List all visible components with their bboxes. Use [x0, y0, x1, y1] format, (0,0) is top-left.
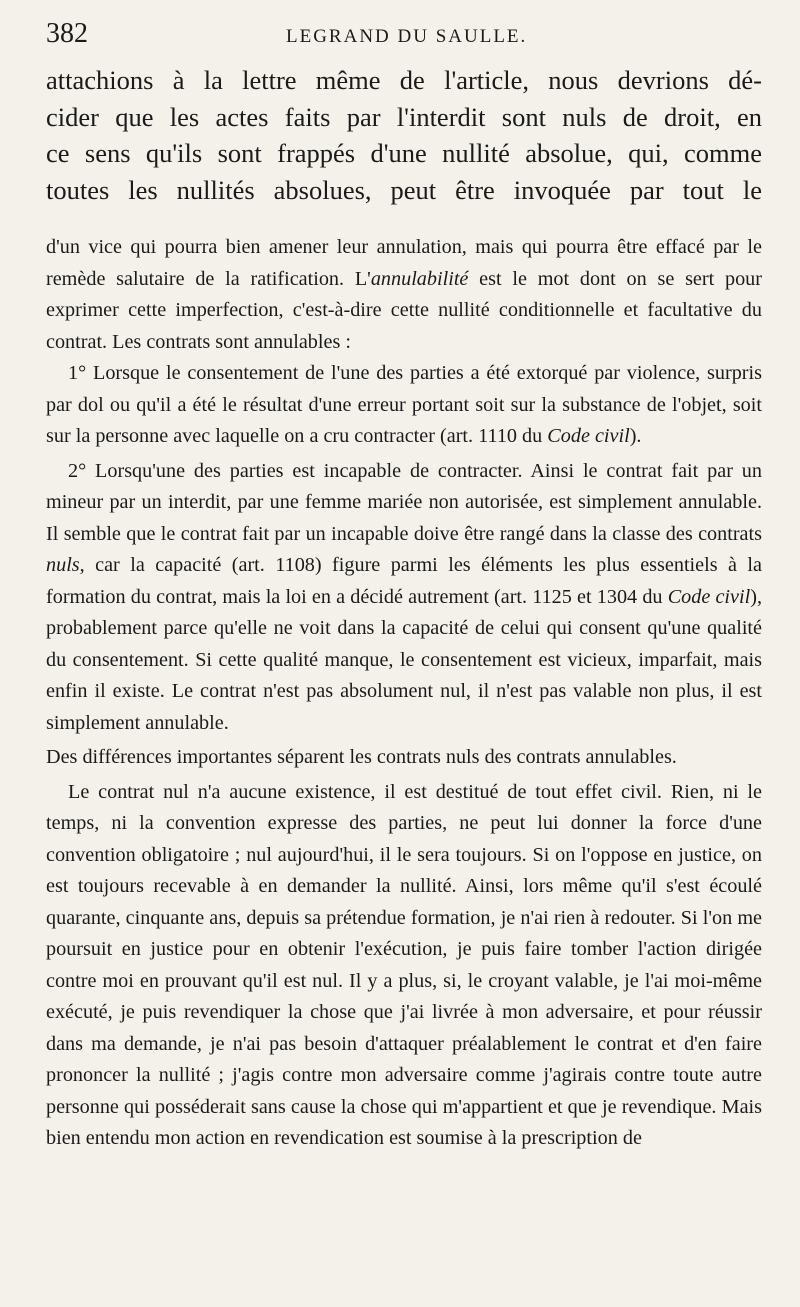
- body-text: [46, 232, 762, 1155]
- paragraph-contrat-nul: Le contrat nul n'a aucune existence, il est destitué de tout effet civil. Rien, ni le temps, ni la convention expresse des parties, ne peut lui donner la force d'une convention obligatoire ; nul aujourd'hui, il le sera toujours. Si on l'oppose en justice, on est toujours recevable à en demander la nullité. Ainsi, lors même qu'il s'est écoulé quarante, cinquante ans, depuis sa prétendue formation, je n'ai rien à redouter. Si l'on me poursuit en justice pour en obtenir l'exécution, je puis faire tomber l'action dirigée contre moi en prouvant qu'il est nul. Il y a plus, si, le croyant valable, je l'ai moi-même exécuté, je puis revendiquer la chose que j'ai livrée à mon adversaire, et pour réussir dans ma demande, je n'ai pas besoin d'attaquer préalablement le contrat et d'en faire prononcer la nullité ; j'agis contre mon adversaire comme j'agirais contre toute autre personne qui posséderait sans cause la chose qui m'appartient et que je revendique. Mais bien entendu mon action en revendication est soumise à la prescription de: [46, 780, 762, 1149]
- paragraph-annulabilite: [46, 232, 762, 358]
- italic-term: nuls: [46, 554, 80, 576]
- paragraph-differences: Des différences importantes séparent les contrats nuls des contrats annulables.: [46, 746, 677, 768]
- large-line: ce sens qu'ils sont frappés d'une nullité absolue, qui, comme: [46, 138, 762, 168]
- text-run: d'un vice qui pourra bien amener leur annulation, mais qui pourra être effacé par le remède salutaire de la ratification. L': [46, 236, 762, 290]
- text-run: , car la capacité (art. 1108) figure parmi les éléments les plus essentiels à la formation du contrat, mais la loi en a décidé autrement (art. 1125 et 1304 du: [46, 554, 762, 608]
- text-run: 1° Lorsque le consentement de l'une des parties a été extorqué par violence, surpris par dol ou qu'il a été le résultat d'une erreur portant soit sur la substance de l'objet, soit sur la personne avec laquelle on a cru contracter (art. 1110 du: [46, 362, 762, 447]
- large-line: attachions à la lettre même de l'article, nous devrions dé-: [46, 65, 762, 95]
- large-line: cider que les actes faits par l'interdit sont nuls de droit, en: [46, 101, 762, 132]
- page-number: 382: [46, 18, 88, 49]
- text-run: ).: [629, 425, 642, 447]
- text-run: ), probablement parce qu'elle ne voit dans la capacité de celui qui consent qu'une qualité du consentement. Si cette qualité manque, le consentement est vicieux, imparfait, mais enfin il existe. Le contrat n'est pas absolument nul, il n'est pas valable non plus, il est simplement annulable.: [46, 585, 762, 734]
- text-run: est le mot dont on se sert pour exprimer cette imperfection, c'est-à-dire cette nullité conditionnelle et facultative du contrat. Les contrats sont annulables :: [46, 267, 762, 353]
- italic-term: annulabilité: [370, 267, 469, 290]
- running-head: LEGRAND DU SAULLE.: [286, 26, 528, 47]
- text-run: 2° Lorsqu'une des parties est incapable de contracter. Ainsi le contrat fait par un mineur par un interdit, par une femme mariée non autorisée, est simplement annulable. Il semble que le contrat fait par un incapable doive être rangé dans la classe des contrats: [46, 459, 762, 545]
- italic-citation: Code civil: [547, 425, 630, 447]
- large-type-passage: [46, 62, 762, 208]
- page-header: [46, 18, 786, 58]
- large-line: toutes les nullités absolues, peut être invoquée par tout le: [46, 174, 762, 205]
- italic-citation: Code civil: [667, 585, 751, 608]
- paragraph-case-1: [46, 358, 762, 453]
- paragraph-case-2: [46, 456, 762, 740]
